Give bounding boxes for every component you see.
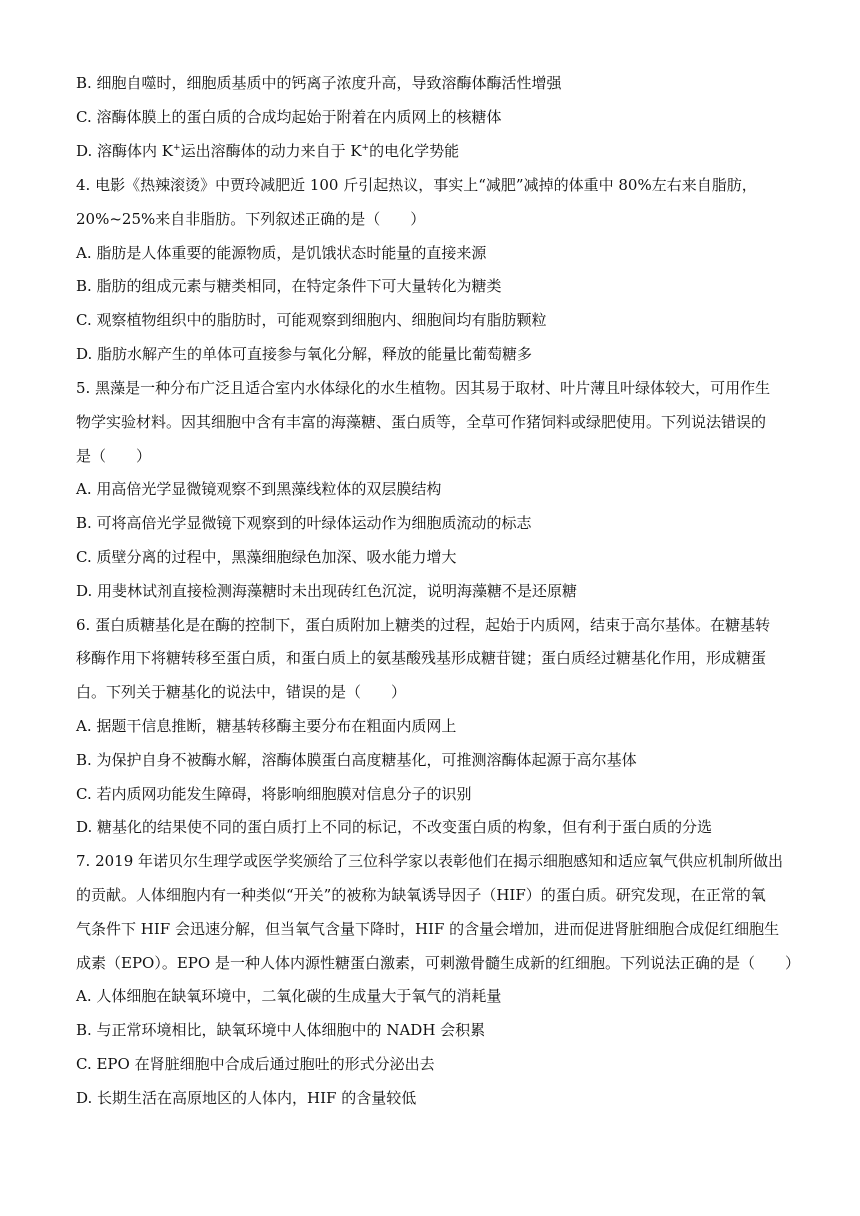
option-6c: C. 若内质网功能发生障碍，将影响细胞膜对信息分子的识别 bbox=[76, 785, 472, 803]
question-7-stem: 7. 2019 年诺贝尔生理学或医学奖颁给了三位科学家以表彰他们在揭示细胞感知和适应氧气供应机制所做出 bbox=[76, 852, 784, 870]
option-7d: D. 长期生活在高原地区的人体内，HIF 的含量较低 bbox=[76, 1089, 417, 1107]
question-5-stem-cont: 物学实验材料。因其细胞中含有丰富的海藻糖、蛋白质等，全草可作猪饲料或绿肥使用。下列说法错误的 bbox=[76, 413, 767, 431]
question-7-stem-end: 成素（EPO）。EPO 是一种人体内源性糖蛋白激素，可刺激骨髓生成新的红细胞。下列说法正确的是（ ） bbox=[76, 954, 800, 972]
option-5b: B. 可将高倍光学显微镜下观察到的叶绿体运动作为细胞质流动的标志 bbox=[76, 514, 532, 532]
option-5c: C. 质壁分离的过程中，黑藻细胞绿色加深、吸水能力增大 bbox=[76, 548, 457, 566]
question-6-stem-end: 白。下列关于糖基化的说法中，错误的是（ ） bbox=[76, 683, 407, 701]
option-4a: A. 脂肪是人体重要的能源物质，是饥饿状态时能量的直接来源 bbox=[76, 244, 487, 262]
option-3d bbox=[76, 141, 790, 161]
option-6d: D. 糖基化的结果使不同的蛋白质打上不同的标记，不改变蛋白质的构象，但有利于蛋白质的分选 bbox=[76, 818, 713, 836]
option-7b: B. 与正常环境相比，缺氧环境中人体细胞中的 NADH 会积累 bbox=[76, 1021, 486, 1039]
option-3b: B. 细胞自噬时，细胞质基质中的钙离子浓度升高，导致溶酶体酶活性增强 bbox=[76, 74, 562, 92]
question-5-stem: 5. 黑藻是一种分布广泛且适合室内水体绿化的水生植物。因其易于取材、叶片薄且叶绿体较大，可用作生 bbox=[76, 379, 771, 397]
question-7-stem-cont-2: 气条件下 HIF 会迅速分解，但当氧气含量下降时，HIF 的含量会增加，进而促进肾脏细胞合成促红细胞生 bbox=[76, 920, 780, 938]
option-5d: D. 用斐林试剂直接检测海藻糖时未出现砖红色沉淀，说明海藻糖不是还原糖 bbox=[76, 582, 578, 600]
option-6b: B. 为保护自身不被酶水解，溶酶体膜蛋白高度糖基化，可推测溶酶体起源于高尔基体 bbox=[76, 751, 637, 769]
option-7a: A. 人体细胞在缺氧环境中，二氧化碳的生成量大于氧气的消耗量 bbox=[76, 987, 502, 1005]
option-4b: B. 脂肪的组成元素与糖类相同，在特定条件下可大量转化为糖类 bbox=[76, 277, 502, 295]
option-3d-text-3: 的电化学势能 bbox=[369, 142, 460, 160]
option-7c: C. EPO 在肾脏细胞中合成后通过胞吐的形式分泌出去 bbox=[76, 1055, 435, 1073]
question-6-stem-cont: 移酶作用下将糖转移至蛋白质，和蛋白质上的氨基酸残基形成糖苷键；蛋白质经过糖基化作用，形成糖蛋 bbox=[76, 649, 767, 667]
question-7-stem-cont: 的贡献。人体细胞内有一种类似“开关”的被称为缺氧诱导因子（HIF）的蛋白质。研究发现，在正常的氧 bbox=[76, 886, 766, 904]
question-4-stem-cont: 20%~25%来自非脂肪。下列叙述正确的是（ ） bbox=[76, 210, 426, 228]
question-6-stem: 6. 蛋白质糖基化是在酶的控制下，蛋白质附加上糖类的过程，起始于内质网，结束于高尔基体。在糖基转 bbox=[76, 616, 771, 634]
option-4d: D. 脂肪水解产生的单体可直接参与氧化分解，释放的能量比葡萄糖多 bbox=[76, 345, 533, 363]
option-3d-text-1: D. 溶酶体内 K bbox=[76, 142, 174, 160]
option-6a: A. 据题干信息推断，糖基转移酶主要分布在粗面内质网上 bbox=[76, 717, 457, 735]
option-4c: C. 观察植物组织中的脂肪时，可能观察到细胞内、细胞间均有脂肪颗粒 bbox=[76, 311, 547, 329]
option-3c: C. 溶酶体膜上的蛋白质的合成均起始于附着在内质网上的核糖体 bbox=[76, 108, 502, 126]
question-5-stem-end: 是（ ） bbox=[76, 447, 152, 465]
option-3d-text-2: 运出溶酶体的动力来自于 K bbox=[180, 142, 362, 160]
question-4-stem: 4. 电影《热辣滚烫》中贾玲减肥近 100 斤引起热议，事实上“减肥”减掉的体重中 80%左右来自脂肪， bbox=[76, 176, 757, 194]
superscript-plus: + bbox=[361, 143, 370, 153]
option-5a: A. 用高倍光学显微镜观察不到黑藻线粒体的双层膜结构 bbox=[76, 480, 442, 498]
superscript-plus: + bbox=[173, 143, 181, 153]
